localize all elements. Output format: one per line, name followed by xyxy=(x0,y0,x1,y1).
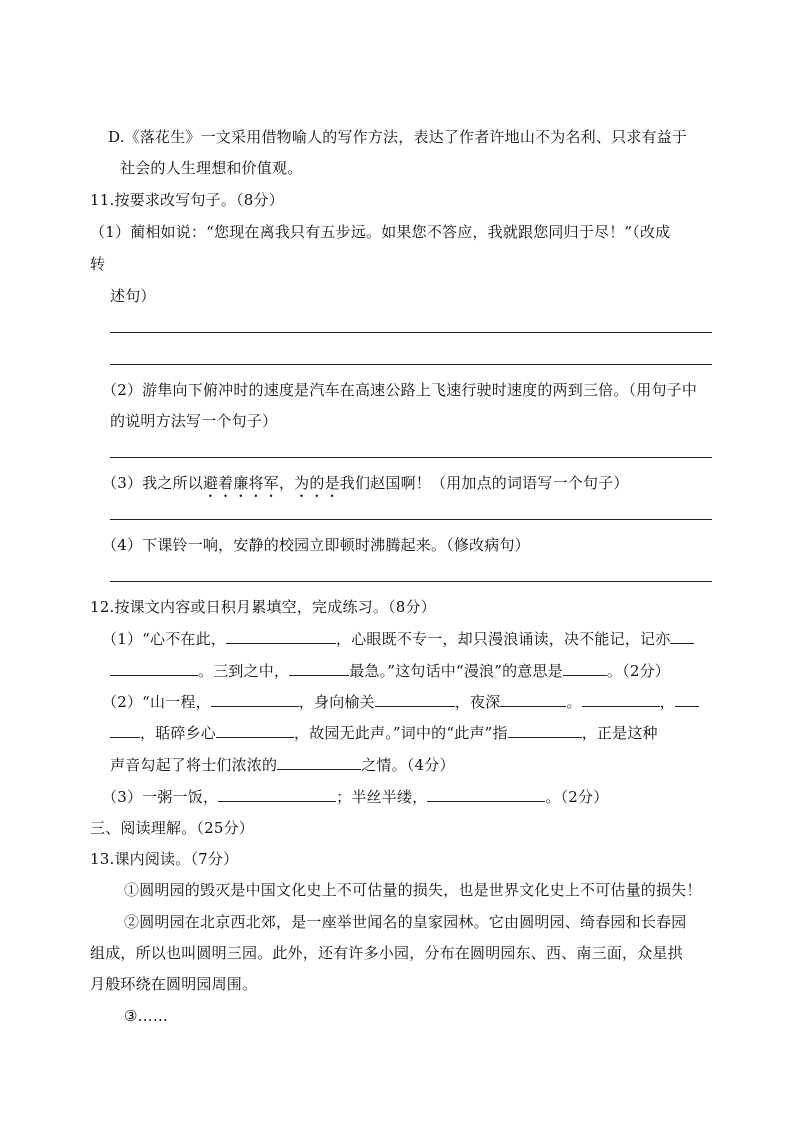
q12-p3-line xyxy=(102,787,608,807)
q11-p3-mid: ， xyxy=(278,474,295,492)
q12-p2-text-h: ，正是这种 xyxy=(581,724,658,742)
q13-para2-line2: 组成，所以也叫圆明三园。此外，还有许多小园，分布在圆明园东、西、南三面，众星拱 xyxy=(90,944,683,962)
q13-title: 13.课内阅读。（7分） xyxy=(90,850,239,868)
q11-p3-answer-line[interactable] xyxy=(110,519,712,520)
q12-p2-line2 xyxy=(110,723,658,743)
q11-p3-emphasis-word-1: 避着廉将军 xyxy=(202,474,279,492)
q12-p1-text-a: （1）“心不在此， xyxy=(102,630,227,648)
q11-p3-pre: （3）我之所以 xyxy=(102,474,203,492)
q10-option-d-line1: D.《落花生》一文采用借物喻人的写作方法，表达了作者许地山不为名利、只求有益于 xyxy=(108,128,688,146)
q12-p2-text-e: ， xyxy=(659,693,675,711)
q13-para1: ①圆明园的毁灭是中国文化史上不可估量的损失，也是世界文化史上不可估量的损失！ xyxy=(124,881,702,899)
q11-p4: （4）下课铃一响，安静的校园立即顿时沸腾起来。（修改病句） xyxy=(102,536,530,554)
q12-p1-text-c: 。三到之中， xyxy=(198,662,290,680)
q13-para3: ③…… xyxy=(124,1007,169,1025)
q12-p1-blank-2a[interactable] xyxy=(670,629,694,644)
q11-p3-emphasis-word-2: 为的是 xyxy=(294,474,340,492)
section3-title: 三、阅读理解。（25分） xyxy=(90,819,254,837)
q12-p3-blank-2[interactable] xyxy=(427,787,545,802)
q12-p2-blank-1[interactable] xyxy=(211,692,299,707)
q11-p2-line1: （2）游隼向下俯冲时的速度是汽车在高速公路上飞速行驶时速度的两到三倍。（用句子中 xyxy=(102,381,698,399)
q11-p3-post: 我们赵国啊！（用加点的词语写一个句子） xyxy=(339,474,629,492)
q12-p2-text-d: 。 xyxy=(566,693,582,711)
q12-p2-blank-6[interactable] xyxy=(216,723,294,738)
q12-p3-text-c: 。（2分） xyxy=(545,788,609,806)
q12-title: 12.按课文内容或日积月累填空，完成练习。（8分） xyxy=(90,598,436,616)
q12-p3-text-a: （3）一粥一饭， xyxy=(102,788,219,806)
q12-p2-blank-2[interactable] xyxy=(375,692,455,707)
q12-p1-line1 xyxy=(102,629,694,649)
q11-p4-answer-line[interactable] xyxy=(110,581,712,582)
q13-para2-line3: 月般环绕在圆明园周围。 xyxy=(90,975,258,993)
q12-p2-text-a: （2）“山一程， xyxy=(102,693,211,711)
q11-p1-line2: 转 xyxy=(90,255,106,273)
q12-p1-blank-2b[interactable] xyxy=(110,661,198,676)
q11-p2-line2: 的说明方法写一个句子） xyxy=(110,412,278,430)
q12-p1-text-b: ，心眼既不专一，却只漫浪诵读，决不能记，记亦 xyxy=(336,630,671,648)
q12-p2-text-i: 声音勾起了将士们浓浓的 xyxy=(110,756,278,774)
q12-p1-blank-3[interactable] xyxy=(289,661,349,676)
q12-p2-text-g: ，故园无此声。”词中的“此声”指 xyxy=(294,724,508,742)
q12-p2-text-j: 之情。（4分） xyxy=(361,756,455,774)
q12-p2-line1 xyxy=(102,692,699,712)
q12-p3-text-b: ；半丝半缕， xyxy=(336,788,428,806)
q12-p2-blank-5b[interactable] xyxy=(110,723,140,738)
q12-p2-blank-4[interactable] xyxy=(582,692,660,707)
q12-p1-text-d: 最急。”这句话中“漫浪”的意思是 xyxy=(349,662,563,680)
q12-p3-blank-1[interactable] xyxy=(218,787,336,802)
q12-p2-line3 xyxy=(110,755,455,775)
q10-option-d-line2: 社会的人生理想和价值观。 xyxy=(120,159,303,177)
q12-p1-blank-1[interactable] xyxy=(226,629,336,644)
q11-p1-line1: （1）蔺相如说：“您现在离我只有五步远。如果您不答应，我就跟您同归于尽！”（改成 xyxy=(90,223,671,241)
q11-p1-line3: 述句） xyxy=(110,287,156,305)
q12-p2-blank-5a[interactable] xyxy=(675,692,699,707)
q11-p3 xyxy=(102,473,629,501)
q11-p2-answer-line[interactable] xyxy=(110,457,712,458)
q12-p2-text-b: ，身向榆关 xyxy=(298,693,375,711)
q12-p2-blank-3[interactable] xyxy=(500,692,566,707)
q11-title: 11.按要求改写句子。（8分） xyxy=(90,191,284,209)
q12-p2-text-f: ，聒碎乡心 xyxy=(140,724,217,742)
q12-p2-blank-7[interactable] xyxy=(508,723,582,738)
q12-p1-blank-4[interactable] xyxy=(563,661,607,676)
q12-p1-text-e: 。（2分） xyxy=(606,662,670,680)
q12-p2-blank-8[interactable] xyxy=(277,755,361,770)
q11-p1-answer-line-2[interactable] xyxy=(110,364,712,365)
q12-p2-text-c: ，夜深 xyxy=(454,693,501,711)
q12-p1-line2 xyxy=(110,661,670,681)
q11-p1-answer-line-1[interactable] xyxy=(110,332,712,333)
q13-para2-line1: ②圆明园在北京西北郊，是一座举世闻名的皇家园林。它由圆明园、绮春园和长春园 xyxy=(124,913,687,931)
